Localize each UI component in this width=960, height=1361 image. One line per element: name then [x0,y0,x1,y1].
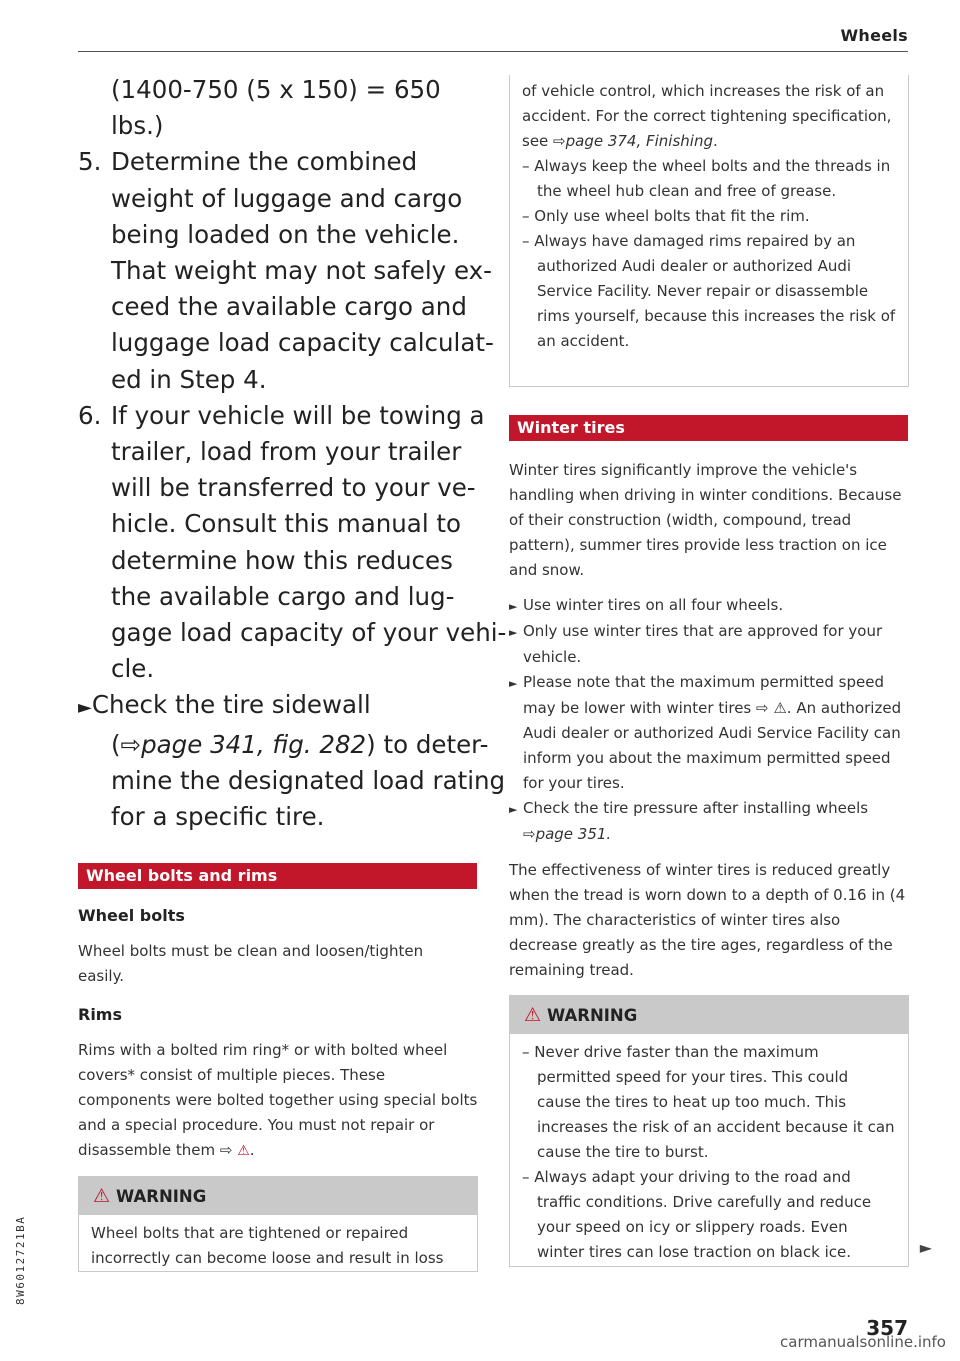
warning-item: – Only use wheel bolts that fit the rim. [522,207,810,225]
warning-item: – Always keep the wheel bolts and the threads in the wheel hub clean and free of grease. [522,157,891,200]
ref-arrow-icon: (⇨ [111,729,142,759]
warning-triangle-icon: ⚠ [524,1004,542,1026]
winter-effectiveness-text: The effectiveness of winter tires is reduced greatly when the tread is worn down to a depth of 0.16 in (4 mm). The characteristics of winter tires also decrease greatly as the tire ages, regardless of the remaining tread. [509,861,906,979]
warning-body [510,1034,908,1271]
bullet-arrow-icon: ► [509,600,518,613]
page-reference-link[interactable]: page 341, fig. 282 [141,729,367,759]
step-line: will be transferred to your ve- [111,473,476,503]
bullet-text: Check the tire pressure after installing wheels [523,799,869,817]
check-line: mine the designated load rating [111,765,506,795]
rims-paragraph: Rims with a bolted rim ring* or with bolted wheel covers* consist of multiple pieces. These components were bolted together using special bolts and a special procedure. You must not repair or disassemble them [78,1041,478,1159]
page-number: 357 [866,1316,908,1340]
page-header-title: Wheels [840,26,908,45]
winter-tires-bullets [509,593,907,847]
document-code: 8W6012721BA [14,1215,27,1305]
list-item [509,670,907,796]
warning-box-right [509,995,909,1267]
warning-item: – Always adapt your driving to the road and traffic conditions. Drive carefully and reduce your speed on icy or slippery roads. Even winter tires can lose traction on black ice. [522,1168,872,1261]
rims-heading: Rims [78,1005,122,1024]
formula-line: (1400-750 (5 x 150) = 650 [111,75,441,104]
warning-item: – Never drive faster than the maximum permitted speed for your tires. This could cause the tires to heat up too much. This increases the risk of an accident because it can cause the tire to burst. [522,1043,895,1161]
step-number: 5. [78,147,102,177]
step-line: hicle. Consult this manual to [111,509,462,539]
step-line: If your vehicle will be towing a [111,400,485,430]
check-line: ) to deter- [366,729,489,759]
step-line: luggage load capacity calculat- [111,328,494,358]
bullet-arrow-icon: ► [509,803,518,816]
section-heading-wheel-bolts-rims: Wheel bolts and rims [78,863,477,889]
step-line: trailer, load from your trailer [111,437,462,467]
warning-text: Wheel bolts that are tightened or repaired incorrectly can become loose and result in loss [91,1224,444,1267]
warning-triangle-icon[interactable]: ⚠ [237,1143,250,1159]
section-heading-winter-tires: Winter tires [509,415,908,441]
step-line: ed in Step 4. [111,364,267,394]
warning-triangle-icon: ⚠ [93,1185,111,1207]
watermark: carmanualsonline.info [780,1333,946,1351]
header-divider [78,51,908,52]
bullet-arrow-icon: ► [509,626,518,639]
bullet-text: Please note that the maximum permitted speed may be lower with winter tires ⇨ ⚠. An authorized Audi dealer or authorized Audi Service Facility can inform you about the maximum permitted speed for your tires. [523,673,902,792]
step-line: cle. [111,654,155,684]
warning-label: WARNING [116,1187,207,1206]
step-line: ceed the available cargo and [111,292,467,322]
action-arrow-icon: ► [78,697,92,719]
warning-box-left [78,1176,478,1272]
formula-line: lbs.) [111,111,164,141]
rims-text [78,1038,478,1164]
step-line: gage load capacity of your vehi- [111,618,507,648]
warning-header [510,996,908,1034]
rims-end: . [249,1141,255,1159]
large-text-block [78,72,507,835]
wheel-bolts-heading: Wheel bolts [78,906,185,925]
warning-item: – Always have damaged rims repaired by an authorized Audi dealer or authorized Audi Service Facility. Never repair or disassemble rims yourself, because this increases the risk of an accident. [522,232,896,350]
bullet-text: Use winter tires on all four wheels. [523,596,784,614]
page-reference-link[interactable]: page 374, Finishing [565,132,713,150]
warning-header [79,1177,477,1215]
check-line: for a specific tire. [111,802,325,832]
page-reference-link[interactable]: ⇨page 351. [523,825,612,843]
ref-arrow-icon: ⇨ [219,1141,233,1159]
continue-arrow-icon: ► [919,1238,932,1257]
warning-intro: of vehicle control, which increases the risk of an accident. For the correct tightening specification, see ⇨ [522,82,892,150]
step-line: determine how this reduces [111,545,453,575]
step-line: Determine the combined [111,147,418,177]
step-number: 6. [78,400,102,430]
winter-tires-intro: Winter tires significantly improve the vehicle's handling when driving in winter conditions. Because of their construction (width, compound, tread pattern), summer tires provide less traction on ice and snow. [509,461,902,579]
list-item [509,796,907,847]
bullet-arrow-icon: ► [509,677,518,690]
check-line: Check the tire sidewall [91,690,371,720]
list-item [509,593,907,619]
list-item [509,619,907,670]
step-line: That weight may not safely ex- [111,256,492,286]
warning-box-continued [509,75,909,387]
warning-label: WARNING [547,1006,638,1025]
warning-intro-end: . [713,132,718,150]
step-line: the available cargo and lug- [111,581,455,611]
step-line: weight of luggage and cargo [111,183,463,213]
warning-continued-body [510,75,908,360]
bullet-text: Only use winter tires that are approved for your vehicle. [523,622,883,666]
step-line: being loaded on the vehicle. [111,219,460,249]
wheel-bolts-text: Wheel bolts must be clean and loosen/tighten easily. [78,942,424,985]
left-column [78,72,507,835]
